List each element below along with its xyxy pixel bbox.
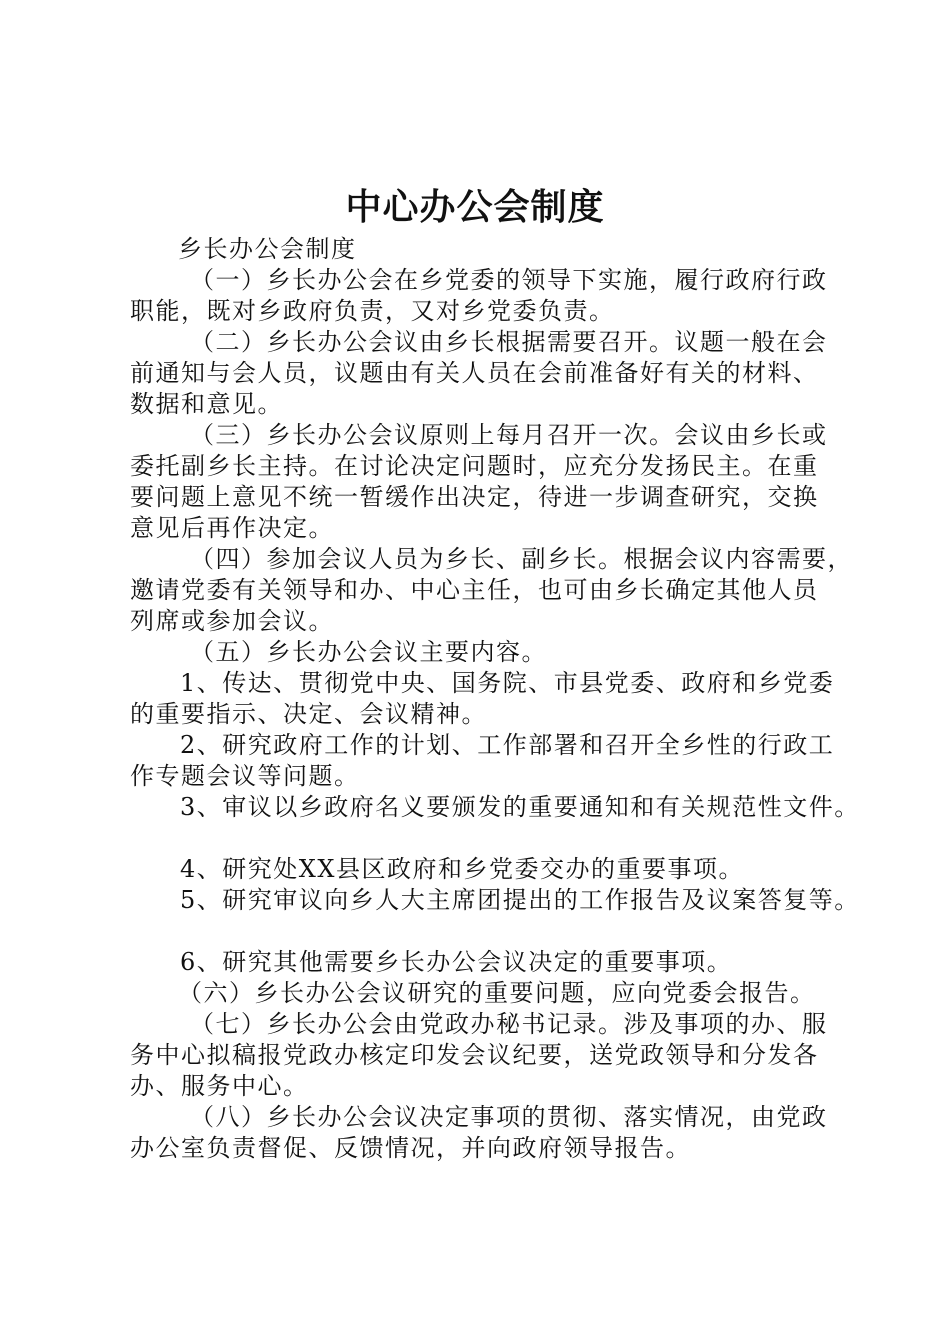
body-line: 4、研究处XX县区政府和乡党委交办的重要事项。 xyxy=(180,855,744,883)
body-line: 的重要指示、决定、会议精神。 xyxy=(130,700,487,728)
body-line: 1、传达、贯彻党中央、国务院、市县党委、政府和乡党委 xyxy=(180,669,835,697)
body-line: （八）乡长办公会议决定事项的贯彻、落实情况，由党政 xyxy=(190,1103,828,1131)
body-line: 乡长办公会制度 xyxy=(178,235,357,263)
body-line: 意见后再作决定。 xyxy=(130,514,334,542)
body-line: 前通知与会人员，议题由有关人员在会前准备好有关的材料、 xyxy=(130,359,819,387)
body-line: 5、研究审议向乡人大主席团提出的工作报告及议案答复等。 xyxy=(180,886,860,914)
body-line: 列席或参加会议。 xyxy=(130,607,334,635)
blank-line xyxy=(130,916,830,947)
body-line: （七）乡长办公会由党政办秘书记录。涉及事项的办、服 xyxy=(190,1010,828,1038)
body-line: 6、研究其他需要乡长办公会议决定的重要事项。 xyxy=(180,948,733,976)
body-line: 务中心拟稿报党政办核定印发会议纪要，送党政领导和分发各 xyxy=(130,1041,819,1069)
body-line: 作专题会议等问题。 xyxy=(130,762,360,790)
body-line: （一）乡长办公会在乡党委的领导下实施，履行政府行政 xyxy=(190,266,828,294)
body-line: 2、研究政府工作的计划、工作部署和召开全乡性的行政工 xyxy=(180,731,835,759)
body-line: 职能，既对乡政府负责，又对乡党委负责。 xyxy=(130,297,615,325)
body-line: （四）参加会议人员为乡长、副乡长。根据会议内容需要， xyxy=(190,545,853,573)
body-line: 要问题上意见不统一暂缓作出决定，待进一步调查研究，交换 xyxy=(130,483,819,511)
body-line: 邀请党委有关领导和办、中心主任，也可由乡长确定其他人员 xyxy=(130,576,819,604)
document-title: 中心办公会制度 xyxy=(345,187,605,228)
body-line: 办、服务中心。 xyxy=(130,1072,309,1100)
body-line: （三）乡长办公会议原则上每月召开一次。会议由乡长或 xyxy=(190,421,828,449)
document-body xyxy=(130,234,860,1164)
body-line: 数据和意见。 xyxy=(130,390,283,418)
body-line: 办公室负责督促、反馈情况，并向政府领导报告。 xyxy=(130,1134,691,1162)
body-line: （二）乡长办公会议由乡长根据需要召开。议题一般在会 xyxy=(190,328,828,356)
body-line: （六）乡长办公会议研究的重要问题，应向党委会报告。 xyxy=(178,979,816,1007)
body-line: （五）乡长办公会议主要内容。 xyxy=(190,638,547,666)
body-line: 委托副乡长主持。在讨论决定问题时，应充分发扬民主。在重 xyxy=(130,452,819,480)
body-line: 3、审议以乡政府名义要颁发的重要通知和有关规范性文件。 xyxy=(180,793,860,821)
blank-line xyxy=(130,823,830,854)
